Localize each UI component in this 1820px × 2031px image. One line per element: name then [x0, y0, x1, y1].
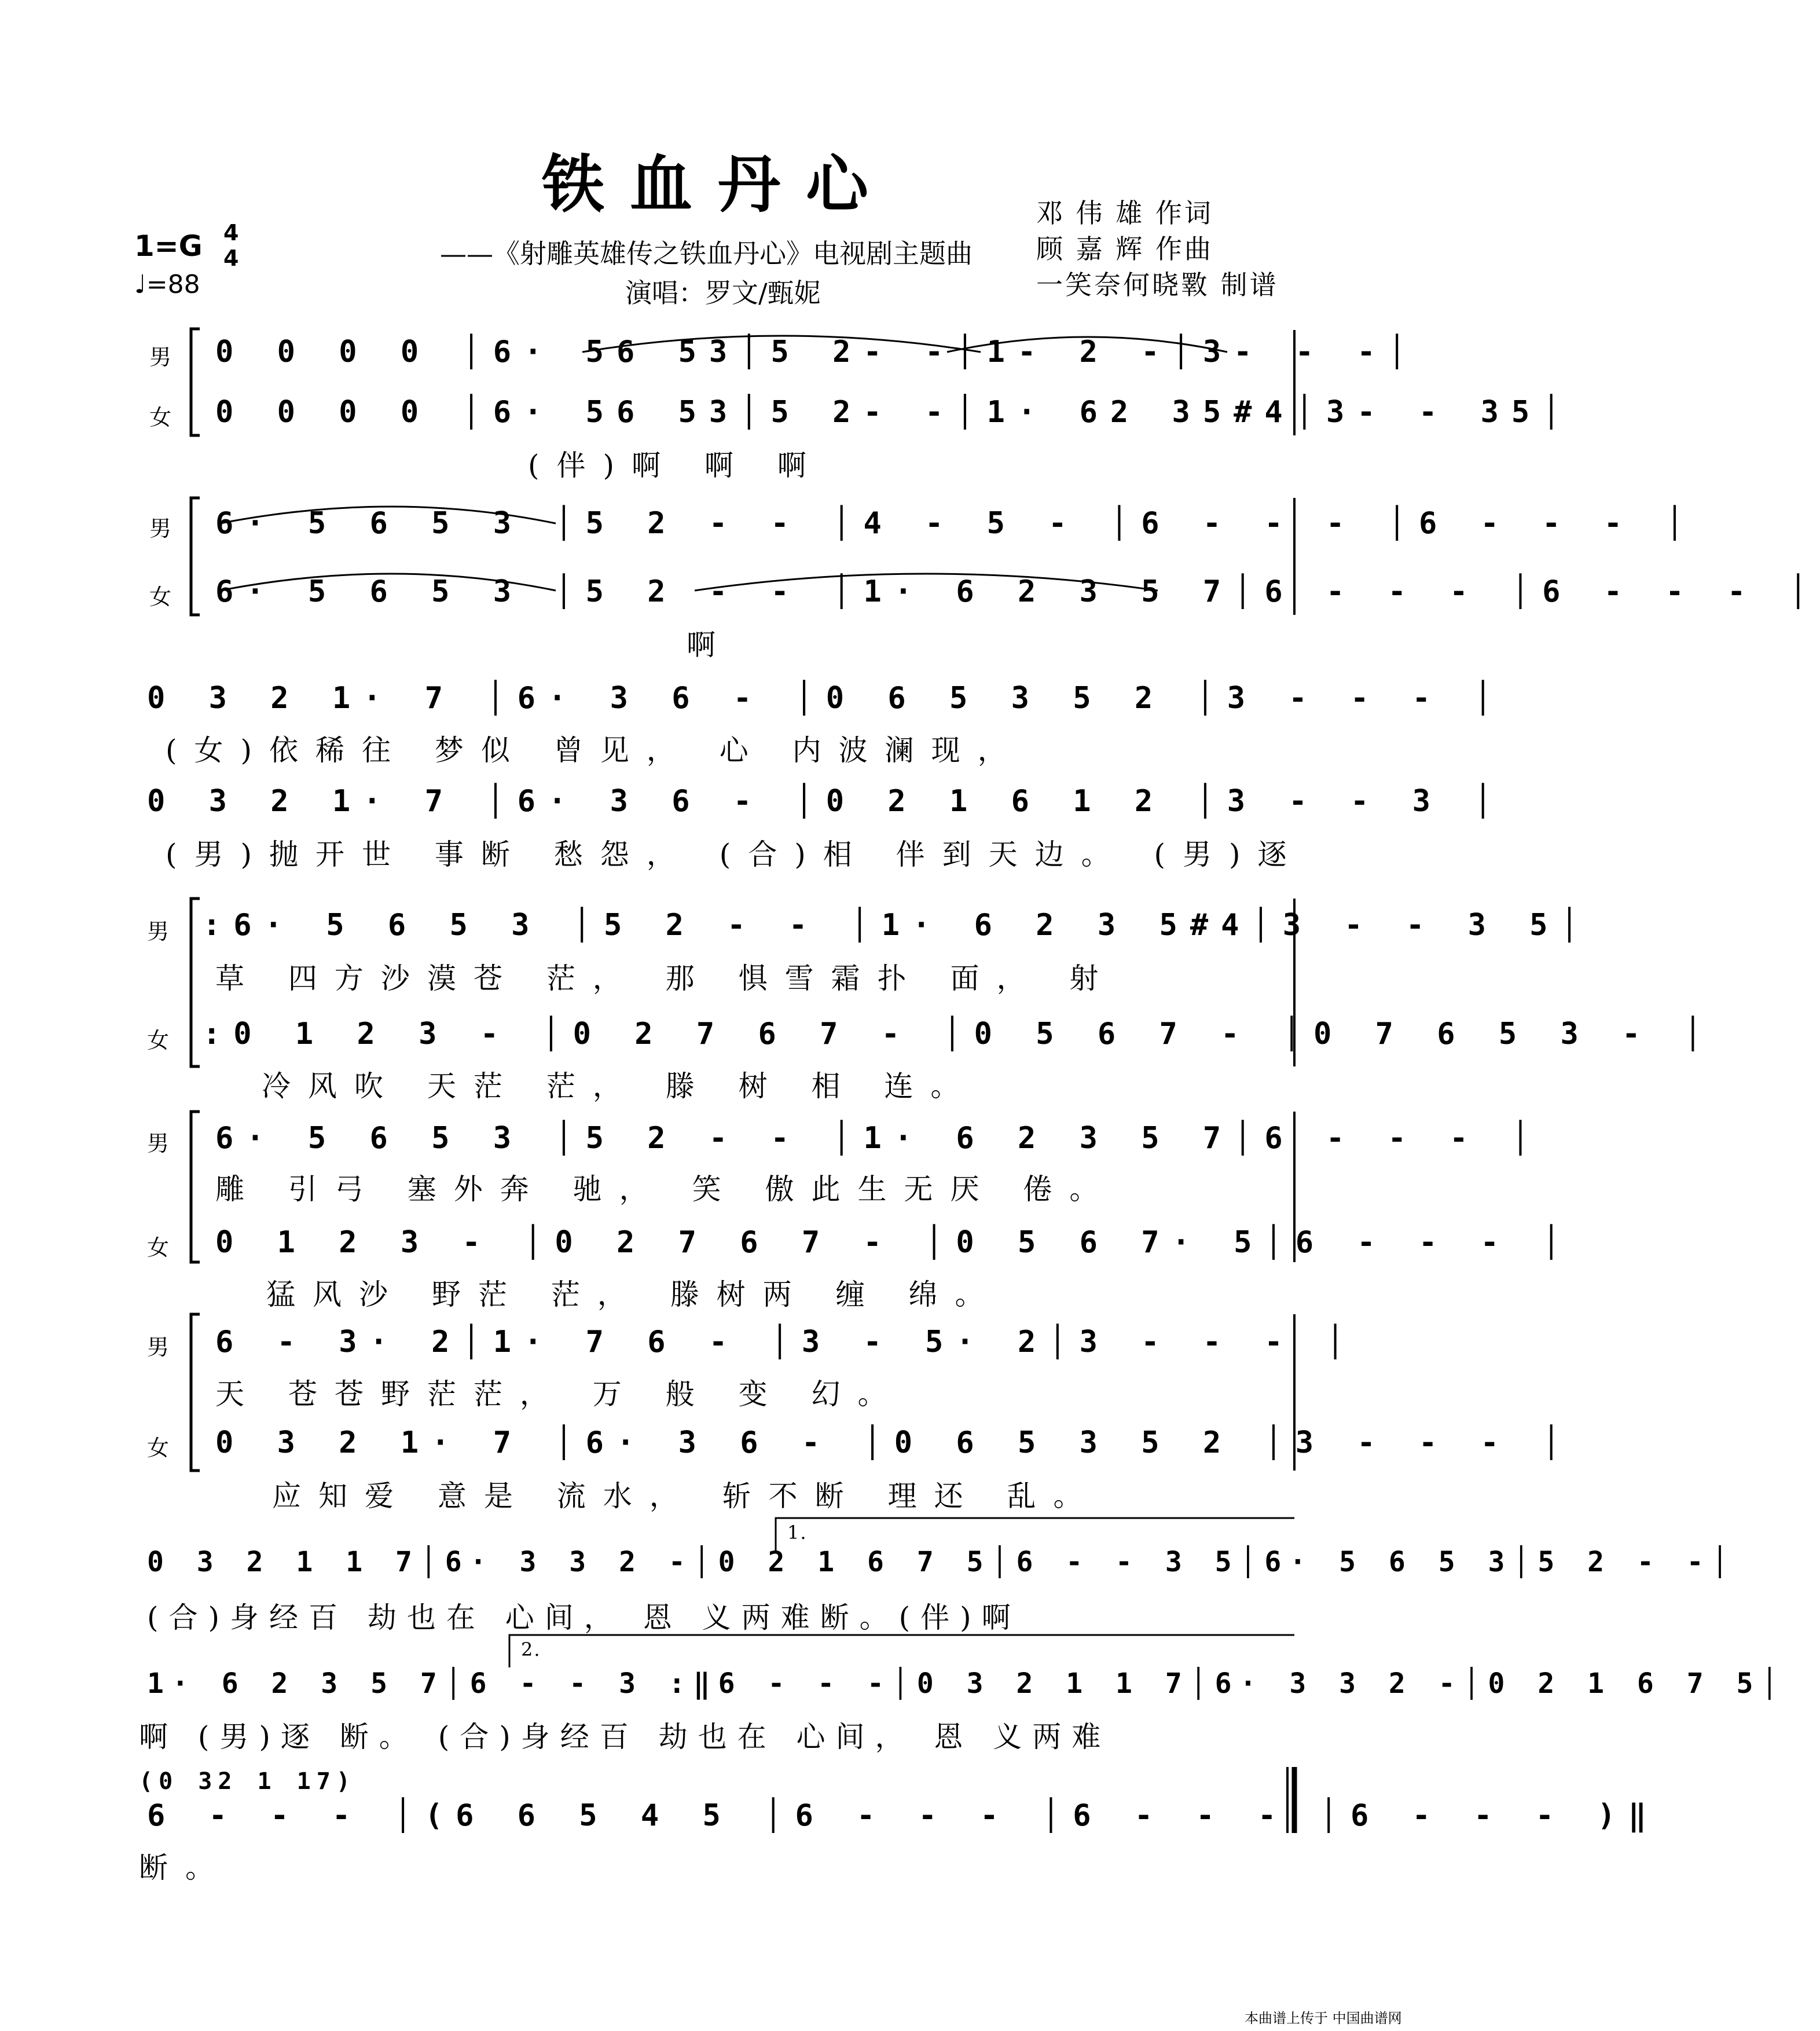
- lyric-system7: (合)身经百 劫也在 心间， 恩 义两难断。(伴)啊: [147, 1601, 1021, 1634]
- notes-female-system2: 6· 5 6 5 3 │5 2 - - │1· 6 2 3 5 7│6 - - - │6 - - - │: [215, 574, 1820, 609]
- system-bracket: [191, 899, 200, 1066]
- upper-notes-system9: (0 32 1 17): [139, 1768, 356, 1795]
- lyric-system1: (伴)啊 啊 啊: [528, 449, 824, 482]
- voice-label-female: 女: [147, 1028, 170, 1053]
- tempo-value: =88: [146, 270, 200, 299]
- notes-female-system1: 0 0 0 0 │6· 56 53│5 2- -│1· 62 35#4│3- - 35│: [215, 395, 1573, 430]
- notes-male-system4: :6· 5 6 5 3 │5 2 - - │1· 6 2 3 5#4│3 - - 3 5│: [203, 908, 1591, 943]
- notes-male-system1: 0 0 0 0 │6· 56 53│5 2- -│1- 2 -│3- - -│: [215, 335, 1419, 369]
- notes-system3-line2: 0 3 2 1· 7 │6· 3 6 - │0 2 1 6 1 2 │3 - - 3 │: [147, 784, 1505, 819]
- quarter-note-icon: ♩: [134, 270, 146, 299]
- subtitle: ——《射雕英雄传之铁血丹心》电视剧主题曲: [440, 238, 973, 269]
- voice-label-female: 女: [149, 584, 172, 610]
- page-title: 铁血丹心: [541, 149, 894, 221]
- notes-female-system4: :0 1 2 3 - │0 2 7 6 7 - │0 5 6 7 - │0 7 6 5 3 - │: [203, 1017, 1715, 1051]
- lyric-female-system6: 应知爱 意是 流水， 斩不断 理还 乱。: [272, 1479, 1100, 1513]
- notes-system9: 6 - - - │(6 6 5 4 5 │6 - - - │6 - - - │6 - - - )‖: [147, 1798, 1660, 1833]
- key-signature: 1=G: [134, 229, 203, 263]
- ending-2-marker: 2.: [521, 1638, 541, 1660]
- lyric-system3-line2: (男)抛开世 事断 愁怨， (合)相 伴到天边。 (男)逐: [166, 838, 1304, 871]
- lyric-system2: 啊: [687, 628, 733, 662]
- voice-label-female: 女: [147, 1435, 170, 1461]
- ending-1-marker: 1.: [787, 1522, 808, 1544]
- notes-system3-line1: 0 3 2 1· 7 │6· 3 6 - │0 6 5 3 5 2 │3 - - - │: [147, 681, 1505, 716]
- lyric-male-system5: 雕 引弓 塞外奔 驰， 笑 傲此生无厌 倦。: [215, 1172, 1116, 1206]
- composer: 顾 嘉 辉 作曲: [1036, 233, 1213, 265]
- system-bracket: [191, 329, 200, 435]
- time-signature-top: 4: [223, 220, 239, 245]
- voice-label-male: 男: [147, 1335, 170, 1360]
- lyricist: 邓 伟 雄 作词: [1036, 197, 1213, 229]
- system-bracket: [191, 1314, 200, 1471]
- voice-label-female: 女: [147, 1235, 170, 1260]
- voice-label-male: 男: [149, 516, 172, 541]
- notes-system8: 1· 6 2 3 5 7│6 - - 3 :‖6 - - -│0 3 2 1 1 7│6· 3 3 2 -│0 2 1 6 7 5│: [147, 1667, 1786, 1700]
- notes-male-system6: 6 - 3· 2│1· 7 6 - │3 - 5· 2│3 - - - │: [215, 1325, 1357, 1359]
- voice-label-male: 男: [147, 1131, 170, 1156]
- lyric-female-system5: 猛风沙 野茫 茫， 滕树两 缠 绵。: [266, 1278, 1001, 1311]
- notes-male-system2: 6· 5 6 5 3 │5 2 - - │4 - 5 - │6 - - - │6 - - - │: [215, 506, 1697, 541]
- time-signature-bottom: 4: [223, 245, 239, 271]
- lyric-system3-line1: (女)依稀往 梦似 曾见， 心 内波澜现，: [166, 734, 1024, 767]
- notes-female-system5: 0 1 2 3 - │0 2 7 6 7 - │0 5 6 7· 5│6 - - - │: [215, 1225, 1573, 1260]
- transcriber: 一笑奈何晓斁 制谱: [1036, 269, 1279, 300]
- lyric-system9: 断。: [139, 1851, 232, 1885]
- notes-male-system5: 6· 5 6 5 3 │5 2 - - │1· 6 2 3 5 7│6 - - - │: [215, 1121, 1543, 1156]
- lyric-female-system4: 冷风吹 天茫 茫， 滕 树 相 连。: [262, 1069, 977, 1103]
- lyric-male-system4: 草 四方沙漠苍 茫， 那 惧雪霜扑 面， 射: [215, 962, 1116, 995]
- system-bracket: [191, 498, 200, 615]
- performers: 演唱：罗文/甄妮: [625, 277, 821, 309]
- lyric-male-system6: 天 苍苍野茫茫， 万 般 变 幻。: [215, 1377, 904, 1411]
- notes-system7: 0 3 2 1 1 7│6· 3 3 2 -│0 2 1 6 7 5│6 - - 3 5│6· 5 6 5 3│5 2 - -│: [147, 1546, 1737, 1578]
- voice-label-male: 男: [147, 919, 170, 944]
- voice-label-female: 女: [149, 405, 172, 430]
- notes-female-system6: 0 3 2 1· 7 │6· 3 6 - │0 6 5 3 5 2 │3 - - - │: [215, 1425, 1573, 1460]
- system-bracket: [191, 1112, 200, 1262]
- voice-label-male: 男: [149, 344, 172, 370]
- lyric-system8: 啊 (男)逐 断。 (合)身经百 劫也在 心间， 恩 义两难: [139, 1720, 1111, 1754]
- footer-source: 本曲谱上传于 中国曲谱网: [1245, 2010, 1402, 2026]
